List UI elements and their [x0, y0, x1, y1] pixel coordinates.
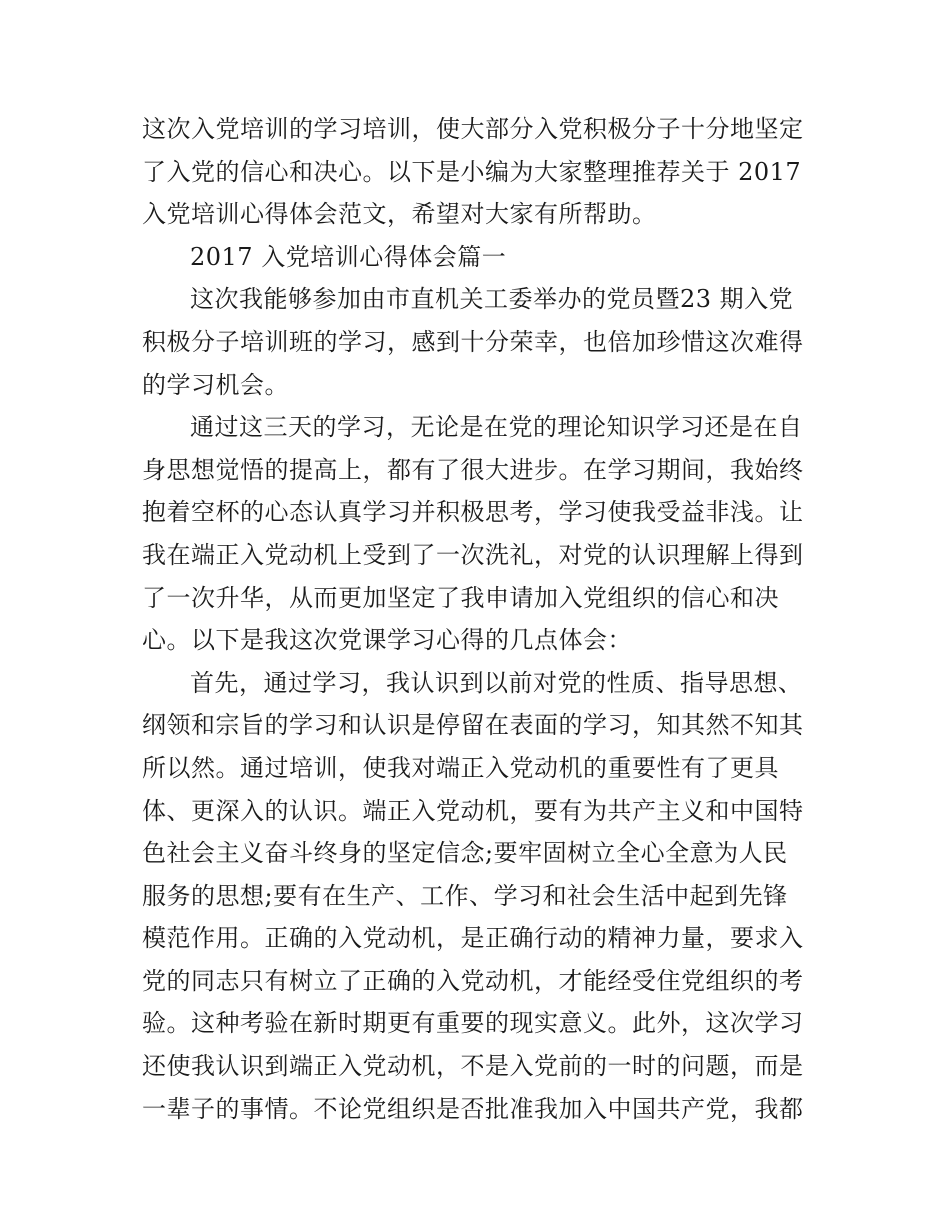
- text-line: 积极分子培训班的学习，感到十分荣幸，也倍加珍惜这次难得: [142, 327, 804, 356]
- text-line: 2017 入党培训心得体会篇一: [190, 242, 507, 271]
- text-line: 体、更深入的认识。端正入党动机，要有为共产主义和中国特: [142, 796, 804, 825]
- text-line: 这次入党培训的学习培训，使大部分入党积极分子十分地坚定: [142, 115, 804, 143]
- text-line: 通过这三天的学习，无论是在党的理论知识学习还是在自: [190, 413, 803, 442]
- text-line: 纲领和宗旨的学习和认识是停留在表面的学习，知其然不知其: [142, 711, 804, 740]
- text-line: 身思想觉悟的提高上，都有了很大进步。在学习期间，我始终: [142, 455, 804, 484]
- document-body: [142, 108, 812, 1130]
- text-line: 心。以下是我这次党课学习心得的几点体会：: [142, 626, 632, 655]
- text-line: 我在端正入党动机上受到了一次洗礼，对党的认识理解上得到: [142, 540, 804, 569]
- text-line: 抱着空杯的心态认真学习并积极思考，学习使我受益非浅。让: [142, 498, 804, 527]
- text-line: 模范作用。正确的入党动机，是正确行动的精神力量，要求入: [142, 924, 804, 953]
- text-line: 一辈子的事情。不论党组织是否批准我加入中国共产党，我都: [142, 1094, 804, 1123]
- text-line: 入党培训心得体会范文，希望对大家有所帮助。: [142, 200, 657, 229]
- text-line: 所以然。通过培训，使我对端正入党动机的重要性有了更具: [142, 753, 779, 782]
- text-line: 还使我认识到端正入党动机，不是入党前的一时的问题，而是: [142, 1052, 804, 1081]
- text-line: 首先，通过学习，我认识到以前对党的性质、指导思想、: [190, 668, 803, 697]
- text-line: 了入党的信心和决心。以下是小编为大家整理推荐关于 2017: [142, 157, 802, 186]
- text-line: 这次我能够参加由市直机关工委举办的党员暨23 期入党: [190, 285, 794, 314]
- text-line: 的学习机会。: [142, 370, 289, 399]
- text-line: 党的同志只有树立了正确的入党动机，才能经受住党组织的考: [142, 966, 804, 995]
- text-line: 服务的思想;要有在生产、工作、学习和社会生活中起到先锋: [142, 881, 788, 910]
- text-line: 色社会主义奋斗终身的坚定信念;要牢固树立全心全意为人民: [142, 839, 788, 868]
- text-line: 了一次升华，从而更加坚定了我申请加入党组织的信心和决: [142, 583, 779, 612]
- text-line: 验。这种考验在新时期更有重要的现实意义。此外，这次学习: [142, 1009, 804, 1038]
